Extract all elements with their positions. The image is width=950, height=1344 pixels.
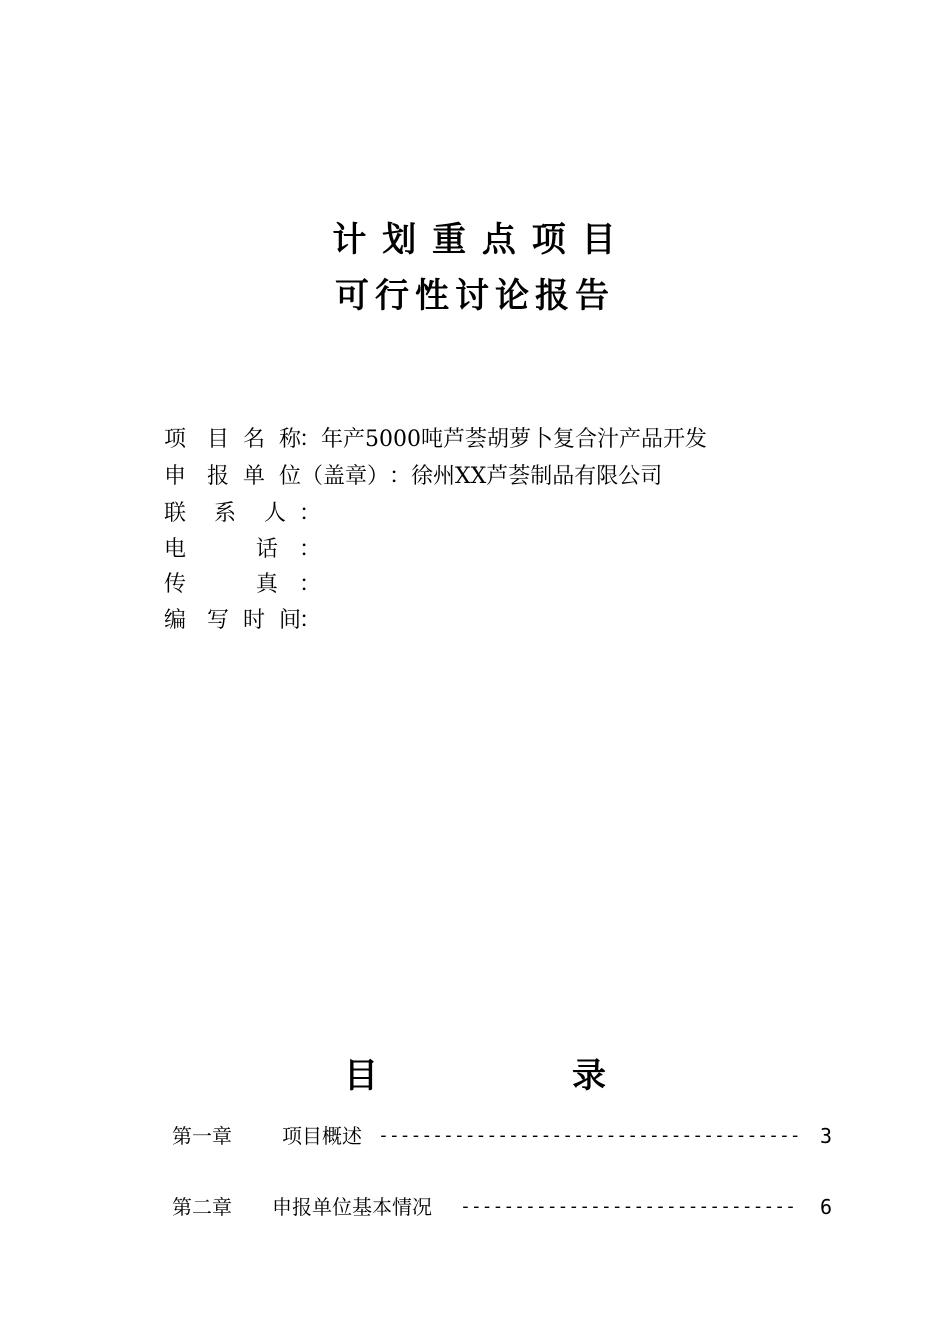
project-name-label: 项 目 名 称 (164, 427, 301, 452)
date-row (164, 605, 321, 637)
toc-heading-part-1: 目 (344, 1056, 378, 1096)
toc-heading-part-2: 录 (572, 1056, 606, 1096)
toc-page-number: 6 (819, 1195, 832, 1219)
contact-row (164, 498, 321, 530)
report-title-line-2: 可行性讨论报告 (335, 276, 615, 316)
applicant-label: 申 报 单 位（盖章） (164, 464, 389, 489)
toc-chapter-name: 项目概述 (282, 1124, 362, 1148)
date-label: 编 写 时 间 (164, 608, 301, 633)
colon: ： (299, 501, 322, 526)
report-title-line-1: 计 划 重 点 项 目 (332, 220, 618, 260)
project-name-row (164, 424, 707, 456)
contact-label: 联 系 人 (164, 501, 286, 526)
fax-label: 传 真 (164, 572, 278, 597)
colon: ： (299, 608, 322, 633)
toc-leader-dots: ------------------------------- (460, 1196, 796, 1217)
colon: ： (388, 464, 411, 489)
fax-row (164, 569, 321, 601)
toc-entry[interactable] (172, 1121, 832, 1151)
colon: ： (299, 537, 322, 562)
toc-chapter-number: 第二章 (172, 1195, 232, 1219)
colon: ： (299, 427, 322, 452)
toc-leader-dots: --------------------------------------- (378, 1125, 801, 1146)
toc-chapter-name: 申报单位基本情况 (272, 1195, 432, 1219)
toc-page-number: 3 (819, 1124, 832, 1148)
applicant-value: 徐州XX芦荟制品有限公司 (410, 464, 663, 489)
toc-heading (0, 1054, 950, 1098)
colon: ： (299, 572, 322, 597)
phone-row (164, 534, 321, 566)
project-name-value: 年产5000吨芦荟胡萝卜复合汁产品开发 (321, 427, 708, 452)
toc-entry[interactable] (172, 1192, 832, 1222)
toc-chapter-number: 第一章 (172, 1124, 232, 1148)
phone-label: 电 话 (164, 537, 278, 562)
applicant-row (164, 461, 662, 493)
